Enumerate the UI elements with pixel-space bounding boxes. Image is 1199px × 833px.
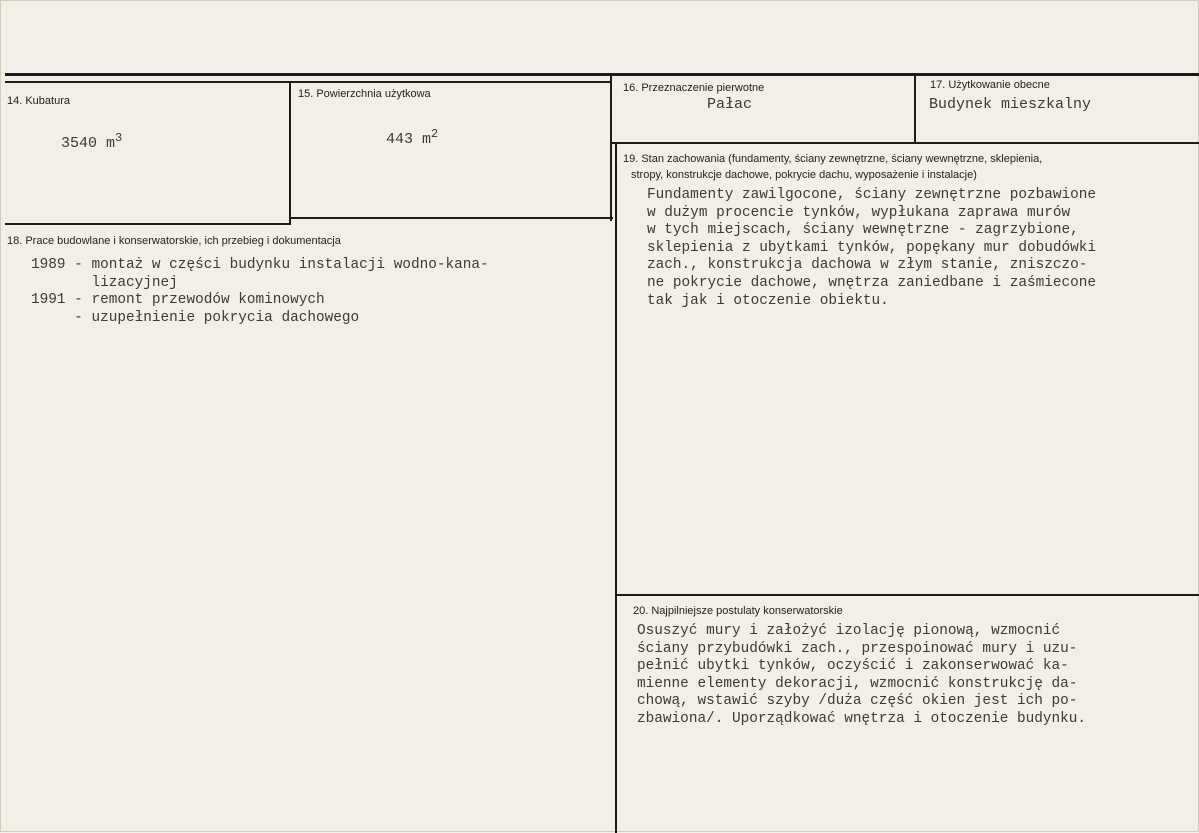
field-14-unit-exponent: 3 bbox=[115, 131, 123, 145]
field-19-line: Fundamenty zawilgocone, ściany zewnętrzne pozbawione bbox=[647, 187, 1097, 203]
field-14-label: 14. Kubatura bbox=[7, 95, 70, 107]
field-19-line: w tych miejscach, ściany wewnętrzne - zagrzybione, bbox=[647, 222, 1079, 239]
rule-under-14 bbox=[5, 223, 291, 225]
field-20-line: Osuszyć mury i założyć izolację pionową, wzmocnić bbox=[637, 623, 1061, 639]
field-19-line: zach., konstrukcja dachowa w złym stanie, zniszczo- bbox=[647, 257, 1088, 274]
rule-under-14-15 bbox=[5, 81, 611, 83]
field-20-line: mienne elementy dekoracji, wzmocnić konstrukcję da- bbox=[637, 675, 1078, 692]
field-19-line: w dużym procencie tynków, wypłukana zaprawa murów bbox=[647, 204, 1071, 221]
field-16-label: 16. Przeznaczenie pierwotne bbox=[623, 82, 765, 94]
field-14-value-text: 3540 m bbox=[61, 135, 116, 152]
field-19-label-line1: 19. Stan zachowania (fundamenty, ściany zewnętrzne, ściany wewnętrzne, sklepienia, bbox=[623, 153, 1043, 165]
field-18-label: 18. Prace budowlane i konserwatorskie, ich przebieg i dokumentacja bbox=[7, 235, 341, 247]
field-18-line: - uzupełnienie pokrycia dachowego bbox=[31, 309, 360, 326]
field-20-label: 20. Najpilniejsze postulaty konserwatorskie bbox=[633, 605, 843, 617]
rule-above-20 bbox=[617, 594, 1199, 596]
field-16-value: Pałac bbox=[707, 96, 753, 113]
field-20-line: chową, wstawić szyby /duża część okien jest ich po- bbox=[637, 693, 1078, 710]
field-20-line: ściany przybudówki zach., przespoinować mury i uzu- bbox=[637, 640, 1078, 657]
top-rule bbox=[5, 73, 1199, 76]
field-15-value bbox=[386, 125, 438, 149]
field-15-value-text: 443 m bbox=[386, 131, 432, 148]
field-19-line: ne pokrycie dachowe, wnętrza zaniedbane i zaśmiecone bbox=[647, 274, 1097, 291]
field-20-text bbox=[637, 623, 1086, 729]
field-17-label: 17. Użytkowanie obecne bbox=[930, 79, 1050, 91]
field-15-label: 15. Powierzchnia użytkowa bbox=[298, 88, 431, 100]
field-19-line: tak jak i otoczenie obiektu. bbox=[647, 292, 889, 309]
field-18-line: 1991 - remont przewodów kominowych bbox=[31, 292, 325, 309]
field-19-text bbox=[647, 187, 1096, 310]
field-19-line: sklepienia z ubytkami tynków, popękany mur dobudówki bbox=[647, 239, 1097, 256]
field-20-line: zbawiona/. Uporządkować wnętrza i otoczenie budynku. bbox=[637, 710, 1087, 727]
field-17-value: Budynek mieszkalny bbox=[929, 96, 1092, 113]
divider-15-16 bbox=[610, 76, 612, 221]
divider-14-15 bbox=[289, 81, 291, 224]
field-14-value bbox=[61, 129, 122, 153]
field-18-text bbox=[31, 257, 489, 327]
field-18-line: lizacyjnej bbox=[31, 274, 178, 291]
field-19-label bbox=[623, 151, 1042, 183]
field-20-line: pełnić ubytki tynków, oczyścić i zakonserwować ka- bbox=[637, 658, 1069, 675]
divider-18-19 bbox=[615, 144, 617, 833]
field-19-label-line2: stropy, konstrukcje dachowe, pokrycie dachu, wyposażenie i instalacje) bbox=[631, 169, 977, 181]
divider-16-17 bbox=[914, 76, 916, 142]
field-15-unit-exponent: 2 bbox=[431, 127, 439, 141]
rule-under-15 bbox=[289, 217, 613, 219]
rule-under-16-17 bbox=[611, 142, 1199, 144]
field-18-line: 1989 - montaż w części budynku instalacji wodno-kana- bbox=[31, 257, 489, 273]
